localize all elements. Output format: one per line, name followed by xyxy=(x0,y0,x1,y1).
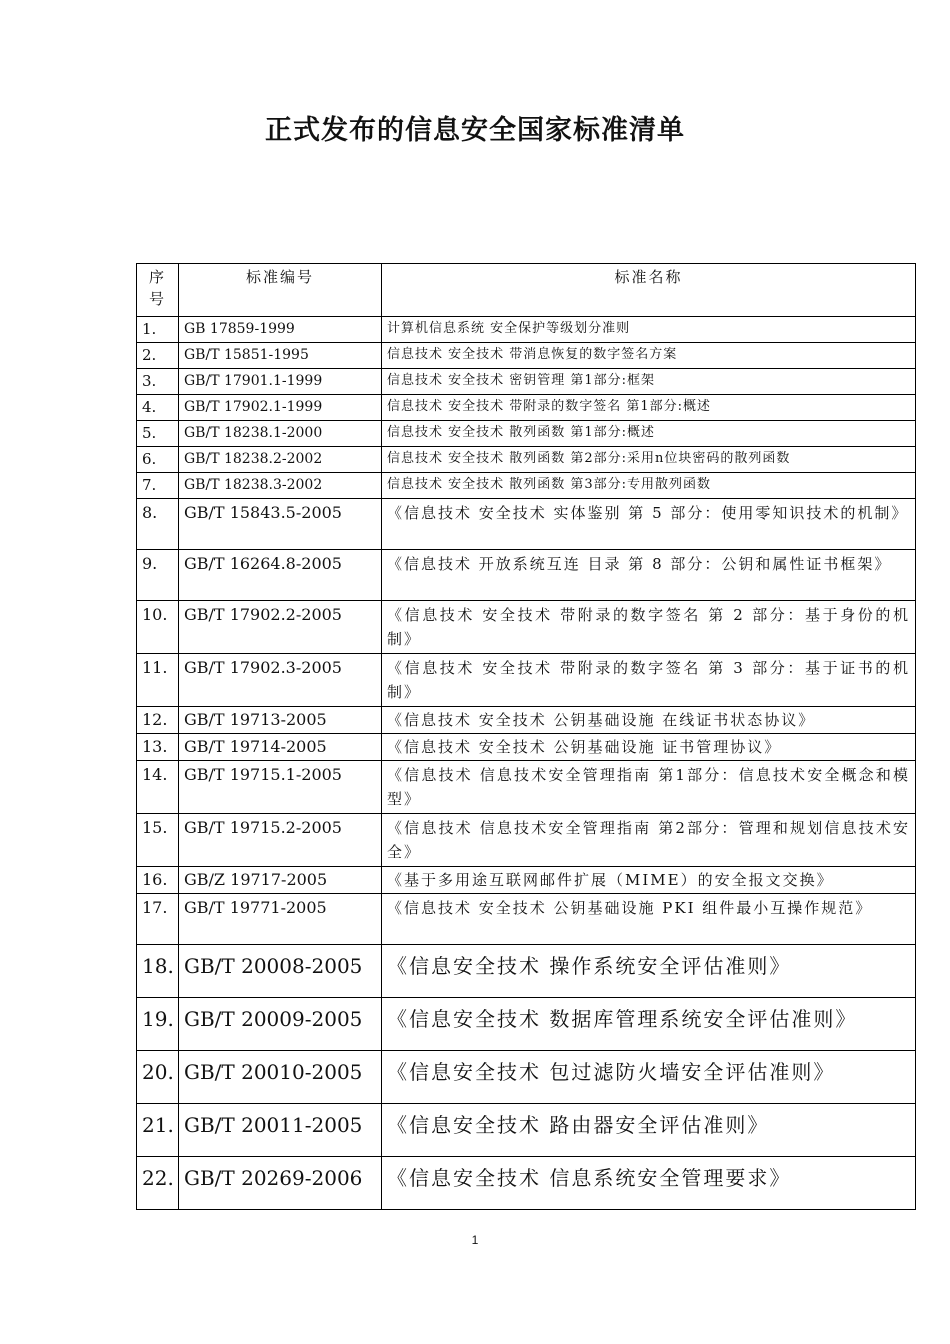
standard-name: 《信息技术 信息技术安全管理指南 第2部分：管理和规划信息技术安全》 xyxy=(382,814,916,867)
table-row xyxy=(137,867,916,894)
row-index: 16. xyxy=(137,867,179,894)
standard-code: GB/Z 19717-2005 xyxy=(179,867,382,894)
table-header-row xyxy=(137,264,916,317)
row-index: 5. xyxy=(137,421,179,447)
standard-code: GB/T 19714-2005 xyxy=(179,734,382,761)
standard-code: GB/T 17902.3-2005 xyxy=(179,654,382,707)
row-index: 12. xyxy=(137,707,179,734)
table-row xyxy=(137,707,916,734)
row-index: 4. xyxy=(137,395,179,421)
standard-code: GB/T 20008-2005 xyxy=(179,945,382,998)
standard-code: GB/T 18238.1-2000 xyxy=(179,421,382,447)
standard-name: 《信息技术 安全技术 实体鉴别 第 5 部分：使用零知识技术的机制》 xyxy=(382,499,916,550)
header-code: 标准编号 xyxy=(179,264,382,317)
standard-name: 《信息技术 安全技术 公钥基础设施 证书管理协议》 xyxy=(382,734,916,761)
row-index: 22. xyxy=(137,1157,179,1210)
standard-name: 《信息技术 信息技术安全管理指南 第1部分：信息技术安全概念和模型》 xyxy=(382,761,916,814)
standard-name: 《基于多用途互联网邮件扩展（MIME）的安全报文交换》 xyxy=(382,867,916,894)
table-row xyxy=(137,1157,916,1210)
table-row xyxy=(137,654,916,707)
standard-name: 信息技术 安全技术 散列函数 第1部分:概述 xyxy=(382,421,916,447)
standard-name: 信息技术 安全技术 散列函数 第3部分:专用散列函数 xyxy=(382,473,916,499)
standard-name: 《信息安全技术 操作系统安全评估准则》 xyxy=(382,945,916,998)
standard-code: GB/T 19715.2-2005 xyxy=(179,814,382,867)
table-row xyxy=(137,1051,916,1104)
standard-name: 《信息安全技术 路由器安全评估准则》 xyxy=(382,1104,916,1157)
standard-name: 信息技术 安全技术 密钥管理 第1部分:框架 xyxy=(382,369,916,395)
standard-name: 信息技术 安全技术 带消息恢复的数字签名方案 xyxy=(382,343,916,369)
standard-name: 《信息技术 安全技术 公钥基础设施 在线证书状态协议》 xyxy=(382,707,916,734)
table-row xyxy=(137,945,916,998)
row-index: 6. xyxy=(137,447,179,473)
standard-code: GB/T 17902.1-1999 xyxy=(179,395,382,421)
row-index: 1. xyxy=(137,317,179,343)
standard-code: GB/T 18238.3-2002 xyxy=(179,473,382,499)
standard-name: 《信息安全技术 信息系统安全管理要求》 xyxy=(382,1157,916,1210)
row-index: 13. xyxy=(137,734,179,761)
standard-code: GB/T 19713-2005 xyxy=(179,707,382,734)
row-index: 11. xyxy=(137,654,179,707)
header-index: 序号 xyxy=(137,264,179,317)
row-index: 7. xyxy=(137,473,179,499)
row-index: 20. xyxy=(137,1051,179,1104)
table-row xyxy=(137,317,916,343)
standard-code: GB/T 15843.5-2005 xyxy=(179,499,382,550)
standard-code: GB/T 19715.1-2005 xyxy=(179,761,382,814)
standard-code: GB/T 19771-2005 xyxy=(179,894,382,945)
table-row xyxy=(137,369,916,395)
standard-name: 信息技术 安全技术 带附录的数字签名 第1部分:概述 xyxy=(382,395,916,421)
standard-name: 计算机信息系统 安全保护等级划分准则 xyxy=(382,317,916,343)
row-index: 9. xyxy=(137,550,179,601)
standard-code: GB/T 20009-2005 xyxy=(179,998,382,1051)
table-row xyxy=(137,395,916,421)
standard-code: GB/T 20011-2005 xyxy=(179,1104,382,1157)
table-body xyxy=(137,317,916,1210)
table-row xyxy=(137,734,916,761)
row-index: 19. xyxy=(137,998,179,1051)
table-row xyxy=(137,1104,916,1157)
standard-code: GB 17859-1999 xyxy=(179,317,382,343)
table-row xyxy=(137,550,916,601)
table-row xyxy=(137,473,916,499)
row-index: 18. xyxy=(137,945,179,998)
table-row xyxy=(137,761,916,814)
row-index: 10. xyxy=(137,601,179,654)
row-index: 14. xyxy=(137,761,179,814)
standard-code: GB/T 20269-2006 xyxy=(179,1157,382,1210)
table-row xyxy=(137,814,916,867)
table-row xyxy=(137,499,916,550)
row-index: 3. xyxy=(137,369,179,395)
page-number: 1 xyxy=(471,1233,479,1247)
standard-code: GB/T 20010-2005 xyxy=(179,1051,382,1104)
page-title: 正式发布的信息安全国家标准清单 xyxy=(265,115,685,146)
table-row xyxy=(137,343,916,369)
standard-name: 《信息技术 安全技术 公钥基础设施 PKI 组件最小互操作规范》 xyxy=(382,894,916,945)
row-index: 2. xyxy=(137,343,179,369)
standard-code: GB/T 18238.2-2002 xyxy=(179,447,382,473)
row-index: 8. xyxy=(137,499,179,550)
standard-name: 《信息技术 安全技术 带附录的数字签名 第 2 部分：基于身份的机制》 xyxy=(382,601,916,654)
row-index: 21. xyxy=(137,1104,179,1157)
header-name: 标准名称 xyxy=(382,264,916,317)
table-row xyxy=(137,421,916,447)
table-row xyxy=(137,601,916,654)
table-row xyxy=(137,998,916,1051)
standard-name: 《信息安全技术 包过滤防火墙安全评估准则》 xyxy=(382,1051,916,1104)
standard-code: GB/T 15851-1995 xyxy=(179,343,382,369)
standard-code: GB/T 16264.8-2005 xyxy=(179,550,382,601)
standard-code: GB/T 17901.1-1999 xyxy=(179,369,382,395)
standard-code: GB/T 17902.2-2005 xyxy=(179,601,382,654)
standard-name: 《信息技术 开放系统互连 目录 第 8 部分：公钥和属性证书框架》 xyxy=(382,550,916,601)
table-row xyxy=(137,894,916,945)
standard-name: 信息技术 安全技术 散列函数 第2部分:采用n位块密码的散列函数 xyxy=(382,447,916,473)
standard-name: 《信息安全技术 数据库管理系统安全评估准则》 xyxy=(382,998,916,1051)
standards-table xyxy=(136,263,916,1210)
table-row xyxy=(137,447,916,473)
row-index: 15. xyxy=(137,814,179,867)
standard-name: 《信息技术 安全技术 带附录的数字签名 第 3 部分：基于证书的机制》 xyxy=(382,654,916,707)
row-index: 17. xyxy=(137,894,179,945)
